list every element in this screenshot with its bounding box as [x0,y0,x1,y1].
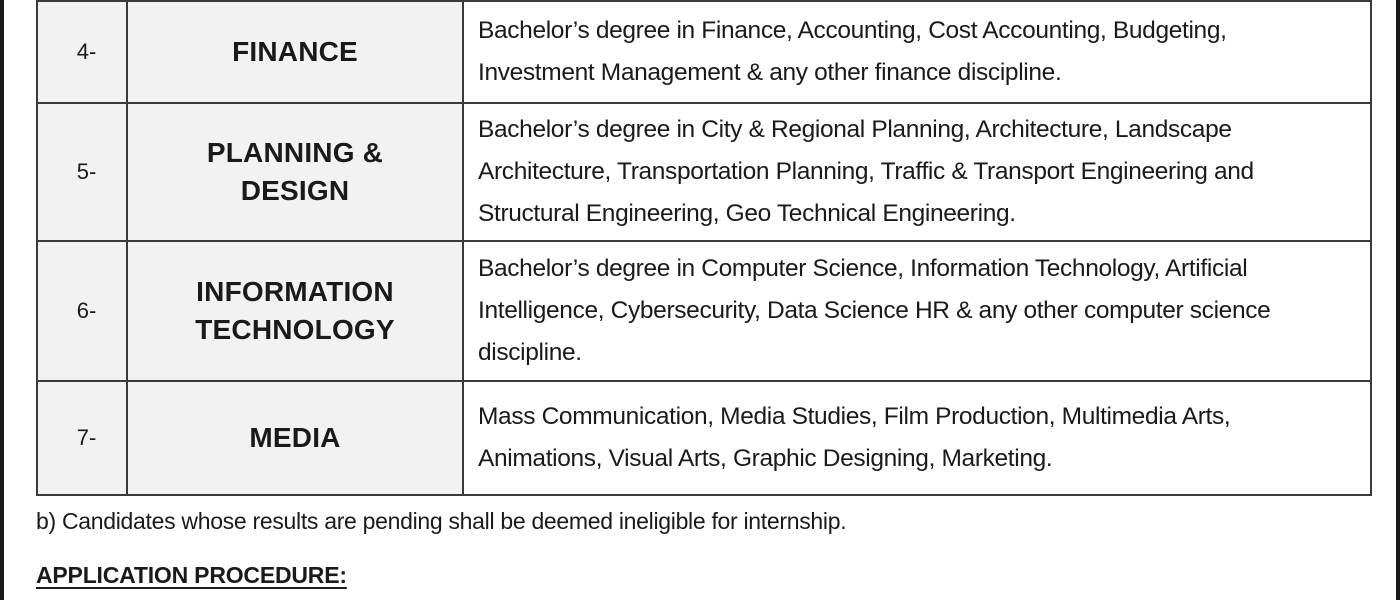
qualification-text [463,1,1371,103]
row-number: 7- [37,381,127,495]
field-name-line: FINANCE [232,36,358,67]
qualification-table [36,0,1372,496]
qualification-line: Investment Management & any other finance discipline. [478,59,1062,86]
row-number: 5- [37,103,127,241]
qualification-line: Architecture, Transportation Planning, Traffic & Transport Engineering and [478,158,1254,185]
field-name [127,241,463,381]
eligibility-note: b) Candidates whose results are pending shall be deemed ineligible for internship. [36,508,847,534]
field-name [127,381,463,495]
qualification-text [463,381,1371,495]
field-name [127,103,463,241]
section-heading: APPLICATION PROCEDURE: [36,562,347,588]
qualification-line: Structural Engineering, Geo Technical Engineering. [478,200,1016,227]
table-row [37,1,1371,103]
table-row [37,103,1371,241]
field-name-line: TECHNOLOGY [195,314,395,345]
row-number: 6- [37,241,127,381]
qualification-line: Animations, Visual Arts, Graphic Designing, Marketing. [478,445,1053,472]
field-name-line: PLANNING & [206,137,384,168]
qualification-line: Mass Communication, Media Studies, Film Production, Multimedia Arts, [478,403,1231,430]
qualification-text [463,241,1371,381]
field-name-line: DESIGN [240,175,350,206]
field-name-line: INFORMATION [196,276,394,307]
qualification-line: discipline. [478,339,582,366]
qualification-line: Bachelor’s degree in Finance, Accounting, Cost Accounting, Budgeting, [478,17,1227,44]
field-name-line: MEDIA [249,422,341,453]
qualification-line: Bachelor’s degree in Computer Science, Information Technology, Artificial [478,255,1248,282]
qualification-line: Intelligence, Cybersecurity, Data Science HR & any other computer science [478,297,1271,324]
qualification-line: Bachelor’s degree in City & Regional Planning, Architecture, Landscape [478,116,1232,143]
table-row [37,241,1371,381]
field-name [127,1,463,103]
qualification-text [463,103,1371,241]
table-row [37,381,1371,495]
row-number: 4- [37,1,127,103]
